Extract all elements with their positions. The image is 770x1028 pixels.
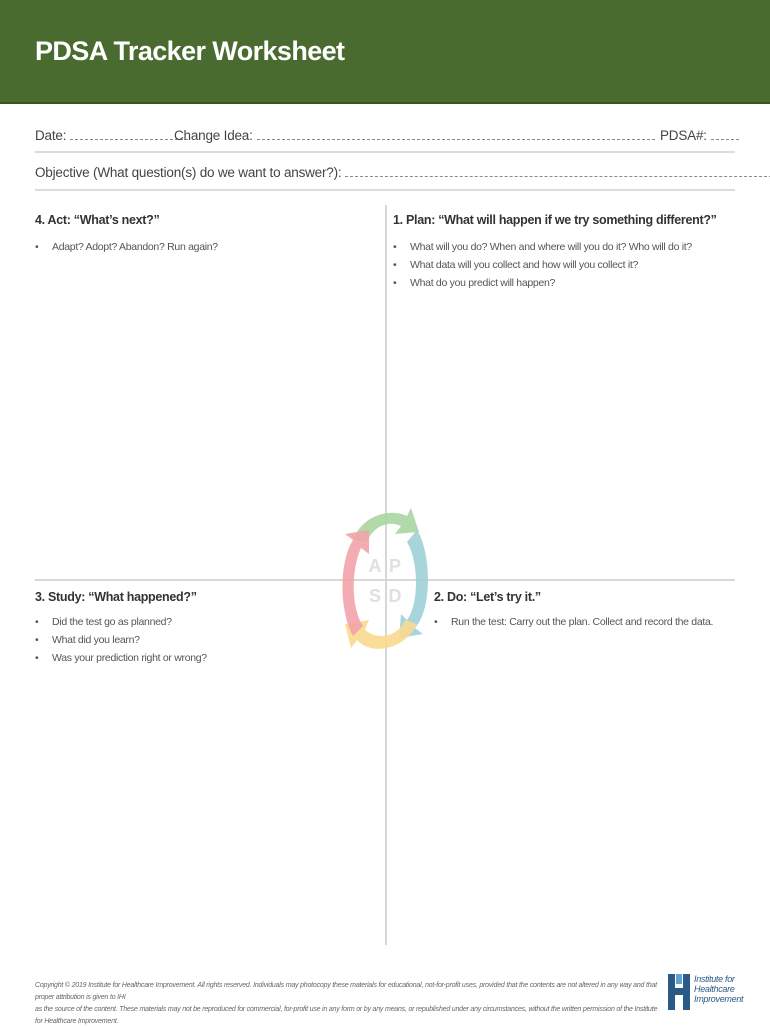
cycle-act-arrow <box>343 530 370 636</box>
bullet-icon: • <box>35 241 39 253</box>
copyright-line: as the source of the content. These materials may not be reproduced for commercial, for-profit use in any form or by any means, or republished under any circumstances, without the written permission of the Institute for Healthcare Improvement. <box>35 1006 658 1025</box>
cycle-letter-s: S <box>368 586 382 606</box>
ihi-logo <box>668 974 744 1014</box>
list-item <box>393 256 692 274</box>
pdsa-number-field[interactable] <box>660 126 739 143</box>
act-item-text: Adapt? Adopt? Abandon? Run again? <box>52 241 218 253</box>
ihi-logo-text <box>694 974 744 1004</box>
bullet-icon: • <box>393 241 397 253</box>
header-banner <box>0 0 770 104</box>
study-item-text: What did you learn? <box>52 634 140 646</box>
bullet-icon: • <box>434 616 438 628</box>
objective-blank[interactable] <box>345 163 770 177</box>
plan-title: 1. Plan: “What will happen if we try something different?” <box>393 213 717 227</box>
date-label: Date: <box>35 128 67 143</box>
list-item <box>393 274 692 292</box>
plan-item-text: What will you do? When and where will you do it? Who will do it? <box>410 241 692 253</box>
bullet-icon: • <box>35 616 39 628</box>
copyright-notice <box>35 980 665 1028</box>
act-list <box>35 238 218 256</box>
change-idea-label: Change Idea: <box>174 128 253 143</box>
do-title: 2. Do: “Let’s try it.” <box>434 590 541 604</box>
logo-line: Healthcare <box>694 984 735 994</box>
study-title: 3. Study: “What happened?” <box>35 590 197 604</box>
date-field[interactable] <box>35 126 194 143</box>
bullet-icon: • <box>393 277 397 289</box>
change-idea-field[interactable] <box>174 126 661 143</box>
list-item <box>393 238 692 256</box>
do-list <box>434 613 713 631</box>
cycle-letter-p: P <box>388 556 402 576</box>
study-item-text: Was your prediction right or wrong? <box>52 652 207 664</box>
logo-line: Improvement <box>694 994 744 1004</box>
divider <box>35 151 735 153</box>
date-blank[interactable] <box>70 126 188 140</box>
list-item <box>35 649 207 667</box>
ihi-logo-icon <box>668 974 690 1010</box>
list-item <box>434 613 713 631</box>
cycle-do-arrow <box>399 530 428 638</box>
plan-list <box>393 238 692 292</box>
logo-line: Institute for <box>694 974 735 984</box>
study-list <box>35 613 207 667</box>
act-title: 4. Act: “What’s next?” <box>35 213 160 227</box>
list-item <box>35 238 218 256</box>
bullet-icon: • <box>35 652 39 664</box>
list-item <box>35 631 207 649</box>
bullet-icon: • <box>393 259 397 271</box>
objective-label: Objective (What question(s) do we want to answer?): <box>35 165 342 180</box>
plan-item-text: What data will you collect and how will you collect it? <box>410 259 639 271</box>
study-item-text: Did the test go as planned? <box>52 616 172 628</box>
objective-field[interactable] <box>35 163 770 180</box>
bullet-icon: • <box>35 634 39 646</box>
cycle-letter-a: A <box>368 556 382 576</box>
plan-item-text: What do you predict will happen? <box>410 277 556 289</box>
pdsa-number-blank[interactable] <box>711 126 739 140</box>
copyright-line: Copyright © 2019 Institute for Healthcare Improvement. All rights reserved. Individuals may photocopy these materials for educational, not-for-profit uses, provided that the contents are not altered in any way and that proper attribution is given to IHI <box>35 982 657 1001</box>
pdsa-number-label: PDSA#: <box>660 128 707 143</box>
change-idea-blank[interactable] <box>257 126 655 140</box>
divider <box>35 189 735 191</box>
list-item <box>35 613 207 631</box>
pdsa-cycle-icon <box>335 500 438 660</box>
do-item-text: Run the test: Carry out the plan. Collect and record the data. <box>451 616 714 628</box>
page-title: PDSA Tracker Worksheet <box>35 36 345 66</box>
cycle-letter-d: D <box>388 586 402 606</box>
